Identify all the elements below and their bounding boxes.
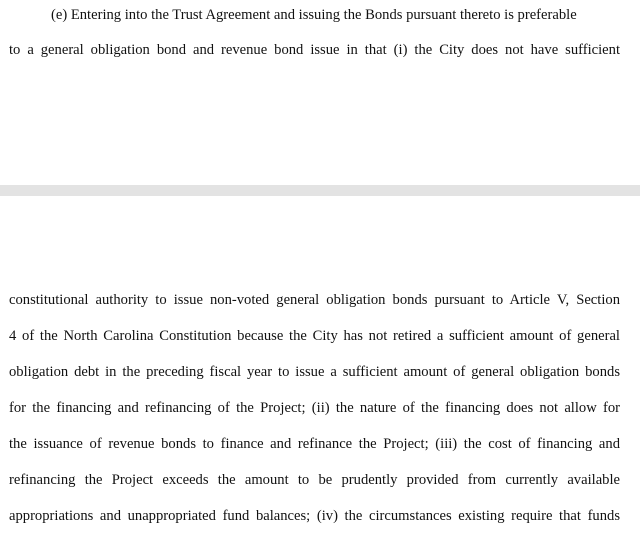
page-separator — [0, 185, 640, 196]
text-line: (e) Entering into the Trust Agreement and issuing the Bonds pursuant thereto is preferable — [51, 7, 577, 23]
text-line: the issuance of revenue bonds to finance and refinance the Project; (iii) the cost of financing and — [9, 436, 620, 452]
text-line: for the financing and refinancing of the Project; (ii) the nature of the financing does not allow for — [9, 400, 620, 416]
text-line: obligation debt in the preceding fiscal year to issue a sufficient amount of general obligation bonds — [9, 364, 620, 380]
text-line: refinancing the Project exceeds the amount to be prudently provided from currently available — [9, 472, 620, 488]
page-top — [0, 0, 640, 185]
text-line: to a general obligation bond and revenue bond issue in that (i) the City does not have sufficient — [9, 42, 620, 58]
text-line: constitutional authority to issue non-voted general obligation bonds pursuant to Article V, Section — [9, 292, 620, 308]
page-bottom — [0, 196, 640, 536]
text-line: 4 of the North Carolina Constitution because the City has not retired a sufficient amount of general — [9, 328, 620, 344]
text-line: appropriations and unappropriated fund balances; (iv) the circumstances existing require that funds — [9, 508, 620, 524]
